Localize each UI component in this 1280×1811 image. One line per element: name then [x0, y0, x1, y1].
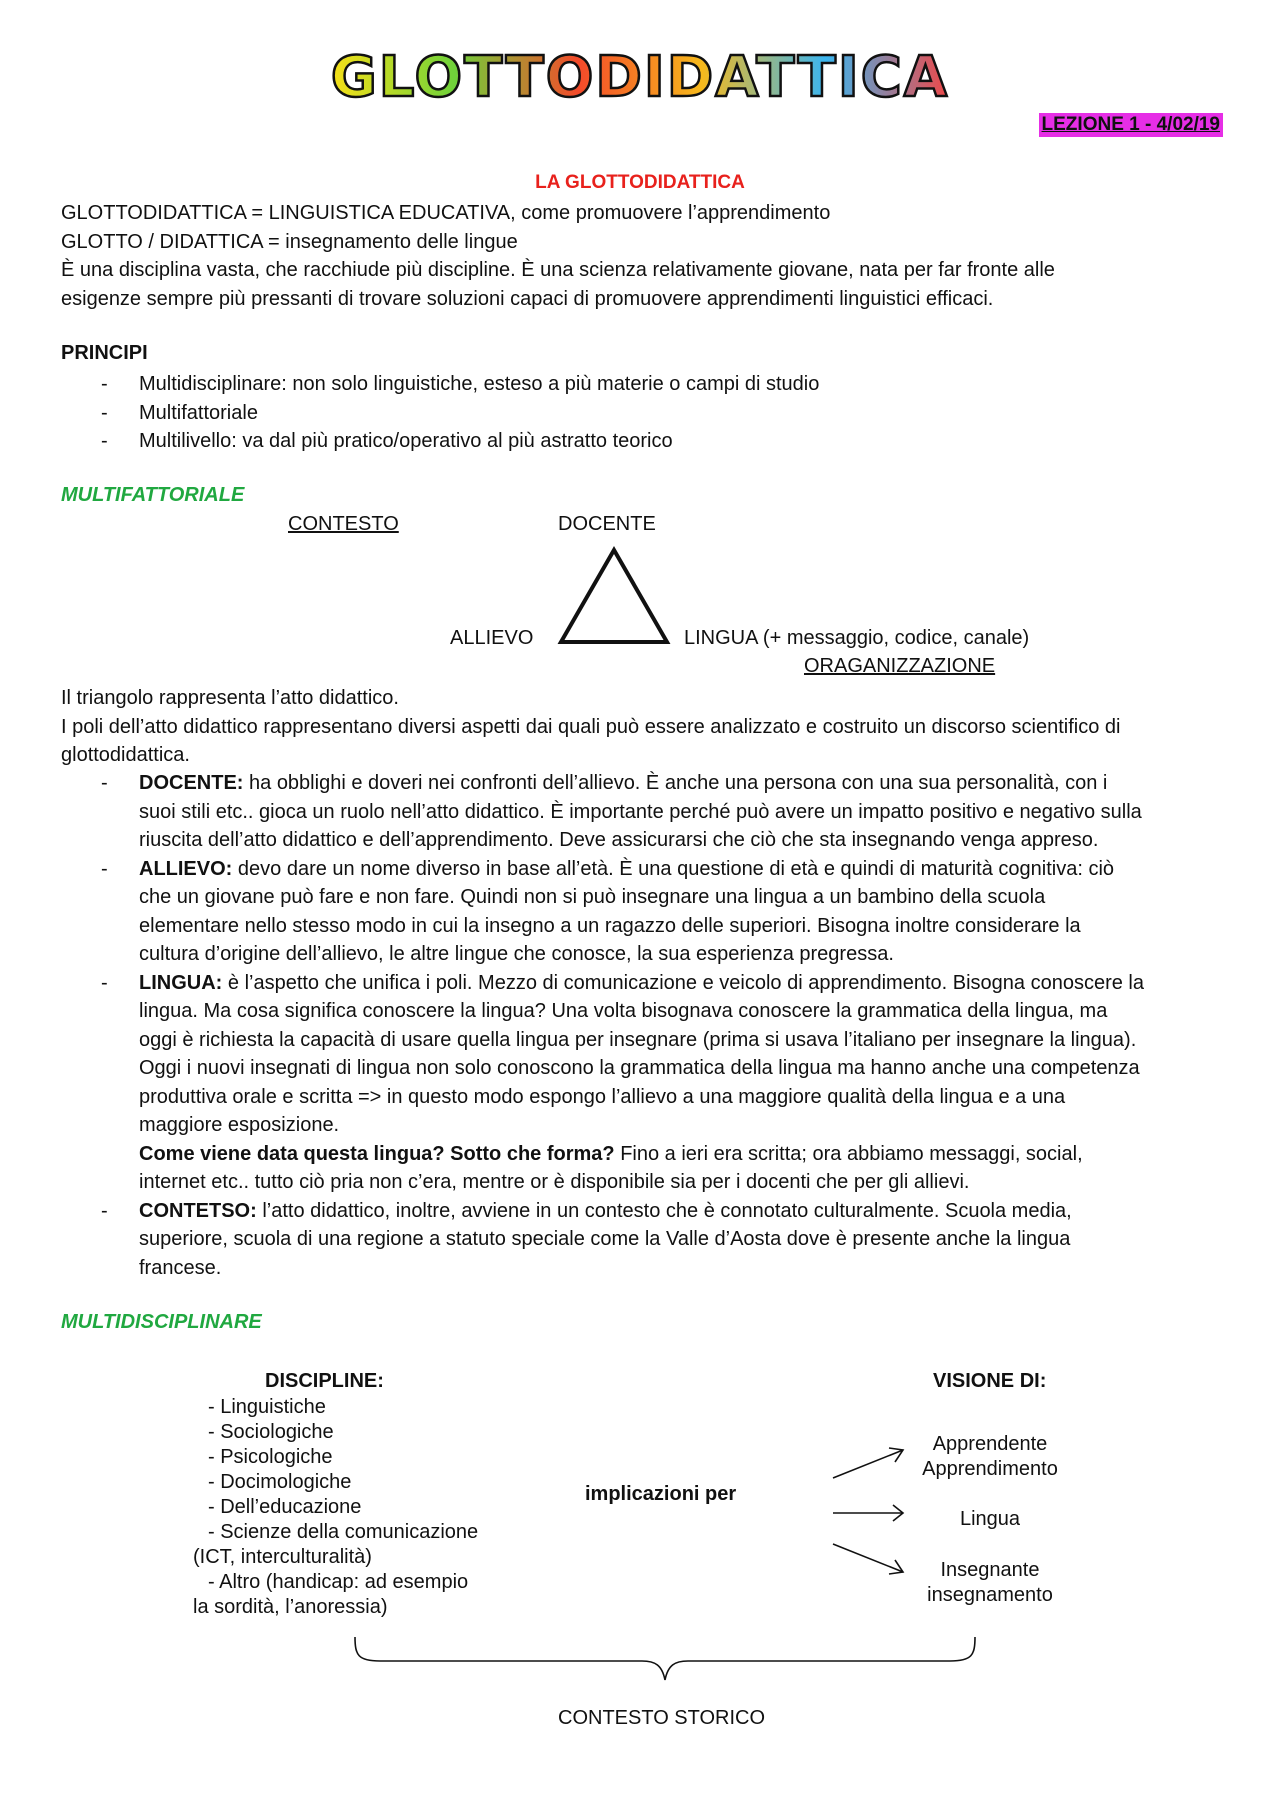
triangolo-text [61, 684, 1231, 770]
diagram-contesto: CONTESTO [288, 513, 399, 535]
list-item: - Altro (handicap: ad esempio [208, 1571, 469, 1593]
list-item: - Sociologiche [208, 1421, 334, 1443]
intro-heading: LA GLOTTODIDATTICA [535, 172, 745, 193]
title-text: GLOTTODIDATTICA [330, 45, 950, 110]
pole-docente: - DOCENTE: ha obblighi e doveri nei confronti dell’allievo. È anche una persona con una sua personalità, con i suoi stili etc.. gioca un ruolo nell’atto didattico. È importante perché può avere un impatto positivo e negativo sulla riuscita dell’atto didattico e dell’apprendimento. Deve assicurarsi che ciò che sta insegnando venga appreso. [61, 769, 1251, 855]
poles-list [61, 769, 1251, 1282]
paragraph-line: I poli dell’atto didattico rappresentano diversi aspetti dai quali può essere analizzato e costruito un discorso scientifico di [61, 715, 1121, 738]
paragraph-line: Il triangolo rappresenta l’atto didattico. [61, 687, 399, 709]
list-item: - Multifattoriale [61, 399, 1231, 428]
visione-item-insegnante: Insegnante insegnamento [927, 1559, 1053, 1606]
rainbow-title-graphic [330, 40, 950, 110]
principi-heading: PRINCIPI [61, 342, 148, 364]
intro-line: esigenze sempre più pressanti di trovare soluzioni capaci di promuovere apprendimenti linguistici efficaci. [61, 287, 994, 310]
curly-brace-icon [355, 1637, 975, 1680]
brace-graphic [350, 1635, 980, 1705]
list-item: - Linguistiche [208, 1396, 326, 1418]
list-item: - Psicologiche [208, 1446, 333, 1468]
multidisciplinare-heading: MULTIDISCIPLINARE [61, 1311, 262, 1333]
list-item: - Multilivello: va dal più pratico/operativo al più astratto teorico [61, 427, 1231, 456]
intro-line: È una disciplina vasta, che racchiude più discipline. È una scienza relativamente giovane, nata per far fronte alle [61, 259, 1055, 281]
triangle-shape [561, 550, 667, 642]
visione-item-lingua: Lingua [959, 1508, 1021, 1530]
multifattoriale-heading: MULTIFATTORIALE [61, 484, 245, 506]
diagram-organizzazione: ORAGANIZZAZIONE [804, 655, 996, 677]
paragraph-line: glottodidattica. [61, 744, 190, 766]
discipline-heading: DISCIPLINE: [265, 1370, 384, 1392]
arrow-up-icon [833, 1450, 903, 1478]
list-item: - Docimologiche [208, 1471, 352, 1493]
principi-list [61, 370, 1231, 456]
visione-item-apprendente: Apprendente Apprendimento [922, 1433, 1058, 1480]
contesto-storico-label: CONTESTO STORICO [558, 1707, 766, 1729]
list-item: - Multidisciplinare: non solo linguistiche, esteso a più materie o campi di studio [61, 370, 1231, 399]
arrow-down-icon [833, 1544, 903, 1572]
diagram-allievo: ALLIEVO [450, 627, 534, 649]
pole-lingua: - LINGUA: è l’aspetto che unifica i poli. Mezzo di comunicazione e veicolo di apprendimento. Bisogna conoscere la lingua. Ma cosa significa conoscere la lingua? Una volta bisognava conoscere la grammatica della lingua, ma oggi è richiesta la capacità di usare quella lingua per insegnare (prima si usava l’italiano per insegnare la lingua). Oggi i nuovi insegnati di lingua non solo conoscono la grammatica della lingua ma hanno anche una competenza produttiva orale e scritta => in questo modo espongo l’allievo a una maggiore qualità della lingua e a una maggiore esposizione. Come viene data questa lingua? Sotto che forma? Fino a ieri era scritta; ora abbiamo messaggi, social, internet etc.. tutto ciò pria non c’era, mentre or è disponibile sia per i docenti che per gli allievi. [61, 969, 1251, 1197]
intro-text [61, 199, 1231, 313]
list-item: (ICT, interculturalità) [193, 1546, 372, 1568]
list-item: - Scienze della comunicazione [208, 1521, 479, 1543]
pole-contesto: - CONTETSO: l’atto didattico, inoltre, avviene in un contesto che è connotato culturalmente. Scuola media, superiore, scuola di una regione a statuto speciale come la Valle d’Aosta dove è presente anche la lingua francese. [61, 1197, 1251, 1283]
page-title [0, 40, 1280, 110]
intro-line: GLOTTO / DIDATTICA = insegnamento delle lingue [61, 230, 518, 253]
visione-heading: VISIONE DI: [933, 1370, 1047, 1392]
triangle-diagram [555, 545, 673, 647]
list-item: la sordità, l’anoressia) [193, 1596, 388, 1618]
pole-allievo: - ALLIEVO: devo dare un nome diverso in base all’età. È una questione di età e quindi di maturità cognitiva: ciò che un giovane può fare e non fare. Quindi non si può insegnare una lingua a un bambino della scuola elementare nello stesso modo in cui la insegno a un ragazzo delle superiori. Bisogna inoltre considerare la cultura d’origine dell’allievo, le altre lingue che conosce, la sua esperienza pregressa. [61, 855, 1251, 969]
diagram-docente: DOCENTE [558, 513, 656, 535]
implicazioni-label: implicazioni per [585, 1483, 737, 1505]
list-item: - Dell’educazione [208, 1496, 362, 1518]
diagram-lingua: LINGUA (+ messaggio, codice, canale) [684, 627, 1030, 649]
lesson-badge: LEZIONE 1 - 4/02/19 [1039, 113, 1223, 137]
arrows-graphic [825, 1440, 925, 1580]
intro-line: GLOTTODIDATTICA = LINGUISTICA EDUCATIVA, come promuovere l’apprendimento [61, 202, 831, 224]
